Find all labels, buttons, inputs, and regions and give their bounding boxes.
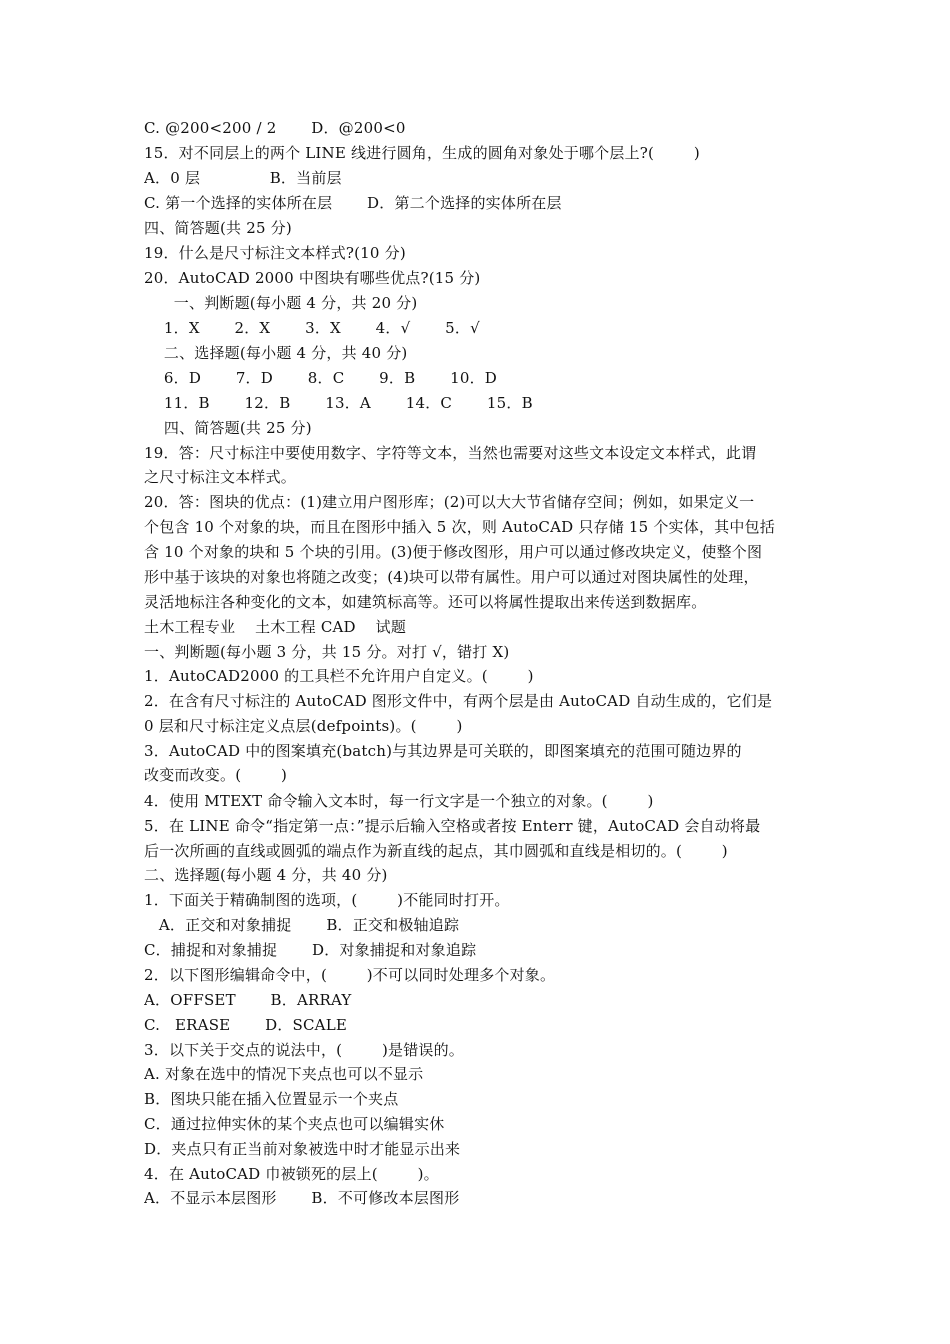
text-line: A．正交和对象捕捉 B．正交和极轴追踪 (144, 916, 460, 934)
text-line: 1．下面关于精确制图的选项，( )不能同时打开。 (144, 891, 510, 909)
text-line: 19．什么是尺寸标注文本样式?(10 分) (144, 244, 406, 262)
text-line: B．图块只能在插入位置显示一个夹点 (144, 1090, 399, 1108)
text-line: A．OFFSET B．ARRAY (144, 991, 352, 1009)
text-line: 19．答：尺寸标注中要使用数字、字符等文本，当然也需要对这些文本设定文本样式，此谓 (144, 444, 757, 462)
text-line: 1．X 2．X 3．X 4．√ 5．√ (144, 319, 480, 337)
text-line: 改变而改变。( ) (144, 766, 288, 784)
text-line: 一、判断题(每小题 4 分，共 20 分) (144, 294, 418, 312)
text-line: 后一次所画的直线或圆弧的端点作为新直线的起点，其巾圆弧和直线是相切的。( ) (144, 842, 728, 860)
text-line: D．夹点只有正当前对象被选中时才能显示出来 (144, 1140, 461, 1158)
text-line: 灵活地标注各种变化的文本，如建筑标高等。还可以将属性提取出来传送到数据库。 (144, 593, 707, 611)
text-line: A．不显示本层图形 B．不可修改本层图形 (144, 1189, 460, 1207)
text-line: 形中基于该块的对象也将随之改变；(4)块可以带有属性。用户可以通过对图块属性的处理， (144, 568, 759, 586)
text-line: 20．AutoCAD 2000 中图块有哪些优点?(15 分) (144, 269, 481, 287)
text-line: C. 第一个选择的实体所在层 D．第二个选择的实体所在层 (144, 194, 562, 212)
text-line: C. @200<200 / 2 D．@200<0 (144, 119, 406, 137)
text-line: 个包含 10 个对象的块，而且在图形中插入 5 次，则 AutoCAD 只存储 15 个实体，其中包括 (144, 518, 775, 536)
text-line: A．0 层 B．当前层 (144, 169, 342, 187)
text-line: 2．以下图形编辑命令中，( )不可以同时处理多个对象。 (144, 966, 556, 984)
text-line: 四、简答题(共 25 分) (144, 419, 312, 437)
text-line: 1．AutoCAD2000 的工具栏不允许用户自定义。( ) (144, 667, 534, 685)
text-line: 20．答：图块的优点：(1)建立用户图形库；(2)可以大大节省储存空间；例如，如果定义一 (144, 493, 755, 511)
text-line: 3．AutoCAD 中的图案填充(batch)与其边界是可关联的，即图案填充的范围可随边界的 (144, 742, 742, 760)
text-line: 之尺寸标注文本样式。 (144, 468, 297, 486)
text-line: A. 对象在选中的情况下夹点也可以不显示 (144, 1065, 424, 1083)
text-line: 一、判断题(每小题 3 分，共 15 分。对打 √，错打 X) (144, 643, 510, 661)
text-line: 6．D 7．D 8．C 9．B 10．D (144, 369, 498, 387)
text-line: 11．B 12．B 13．A 14．C 15．B (144, 394, 533, 412)
text-line: 15．对不同层上的两个 LINE 线进行圆角，生成的圆角对象处于哪个层上?( ) (144, 144, 700, 162)
text-line: 二、选择题(每小题 4 分，共 40 分) (144, 866, 388, 884)
text-line: 二、选择题(每小题 4 分，共 40 分) (144, 344, 408, 362)
text-line: 3．以下关于交点的说法中，( )是错误的。 (144, 1041, 464, 1059)
text-line: 2．在含有尺寸标注的 AutoCAD 图形文件中，有两个层是由 AutoCAD 自动生成的，它们是 (144, 692, 773, 710)
text-line: 四、简答题(共 25 分) (144, 219, 292, 237)
text-line: C. ERASE D．SCALE (144, 1016, 348, 1034)
text-line: C．捕捉和对象捕捉 D．对象捕捉和对象追踪 (144, 941, 477, 959)
text-line: 5．在 LINE 命令“指定第一点：”提示后输入空格或者按 Enterr 键，AutoCAD 会自动将最 (144, 817, 761, 835)
text-line: 土木工程专业 土木工程 CAD 试题 (144, 618, 407, 636)
text-line: 4．在 AutoCAD 巾被锁死的层上( )。 (144, 1165, 439, 1183)
text-line: C．通过拉伸实休的某个夹点也可以编辑实休 (144, 1115, 445, 1133)
text-line: 0 层和尺寸标注定义点层(defpoints)。( ) (144, 717, 463, 735)
text-line: 4．使用 MTEXT 命令输入文本时，每一行文字是一个独立的对象。( ) (144, 792, 654, 810)
text-line: 含 10 个对象的块和 5 个块的引用。(3)便于修改图形，用户可以通过修改块定义，使整个图 (144, 543, 763, 561)
